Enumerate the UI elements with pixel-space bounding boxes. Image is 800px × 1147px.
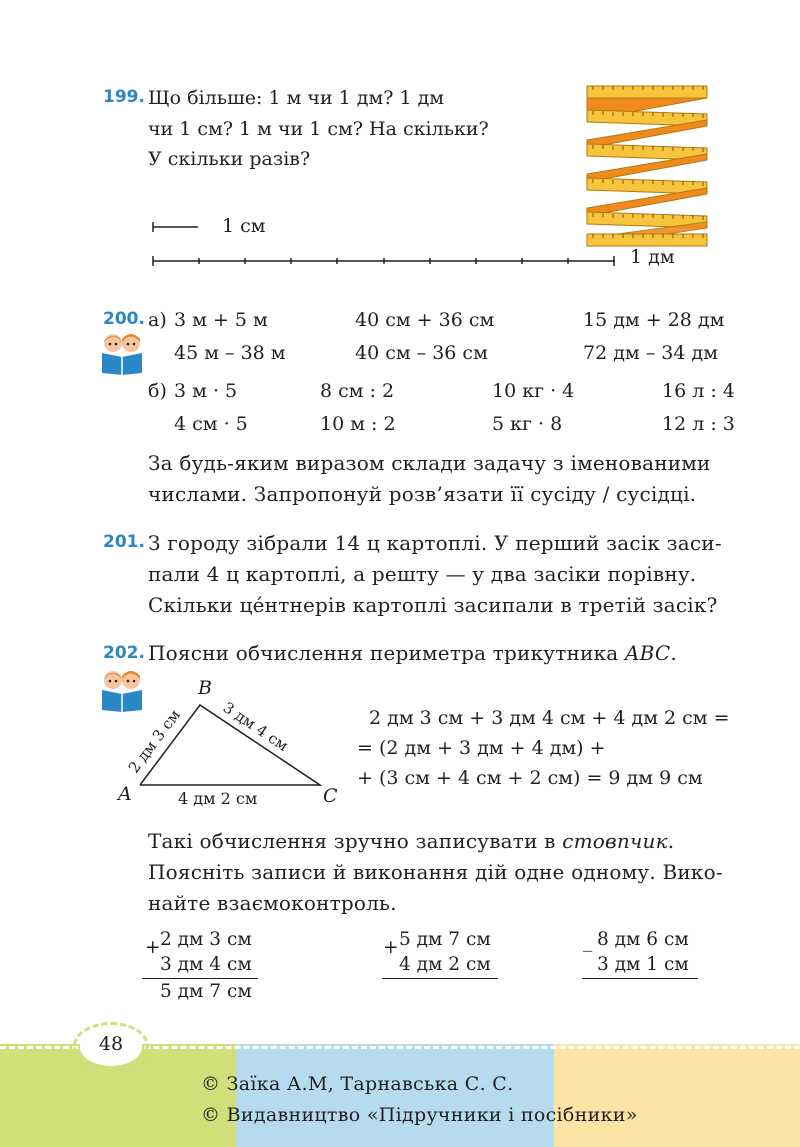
column-text-line-1: Такі обчислення зручно записувати в стовпчик.: [148, 829, 675, 853]
one-dm-ruler: [150, 252, 620, 270]
problem-200-a-label: а): [148, 309, 167, 331]
column-word: стовпчик: [562, 829, 668, 853]
perimeter-eq-line-3: + (3 см + 4 см + 2 см) = 9 дм 9 см: [357, 767, 703, 789]
side-bc-label: 3 дм 4 см: [219, 698, 292, 755]
expr-b-1-3: 10 кг · 4: [492, 380, 575, 402]
problem-200-task-line-2: числами. Запропонуй розв’язати її сусіду / сусідці.: [148, 482, 697, 506]
problem-201-number: 201.: [103, 532, 145, 552]
col1-result: 5 дм 7 см: [160, 981, 252, 1002]
problem-202-intro: Поясни обчислення периметра трикутника ABC.: [148, 641, 677, 665]
vertex-c-label: C: [323, 785, 338, 807]
problem-199-number: 199.: [103, 87, 145, 107]
perimeter-eq-line-2: = (2 дм + 3 дм + 4 дм) +: [357, 737, 606, 759]
problem-202-number: 202.: [103, 643, 145, 663]
col2-bottom: 4 дм 2 см: [399, 954, 491, 975]
footer-copyright-publisher: © Видавництво «Підручники і посібники»: [201, 1104, 638, 1126]
column-text-line-2: Поясніть записи й виконання дій одне одному. Вико-: [148, 860, 723, 884]
expr-b-1-1: 3 м · 5: [174, 380, 238, 402]
problem-200-b-label: б): [148, 380, 167, 402]
problem-199-line-1: Що більше: 1 м чи 1 дм? 1 дм: [148, 87, 445, 109]
triangle-name: ABC: [624, 641, 671, 665]
problem-199-line-2: чи 1 см? 1 м чи 1 см? На скільки?: [148, 118, 489, 140]
side-ab-label: 2 дм 3 см: [124, 706, 184, 777]
one-dm-label: 1 дм: [630, 246, 675, 268]
expr-a-2-1: 45 м – 38 м: [174, 342, 286, 364]
col3-top: 8 дм 6 см: [597, 929, 689, 950]
column-text-line-3: найте взаємоконтроль.: [148, 891, 397, 915]
col1-rule: [142, 978, 258, 979]
footer-copyright-authors: © Заїка А.М, Тарнавська С. С.: [201, 1073, 514, 1095]
problem-201-line-2: пали 4 ц картоплі, а решту — у два засіки порівну.: [148, 562, 697, 586]
col1-bottom: 3 дм 4 см: [160, 954, 252, 975]
expr-b-1-4: 16 л : 4: [662, 380, 735, 402]
problem-201-line-1: З городу зібрали 14 ц картоплі. У перший засік заси-: [148, 531, 722, 555]
col1-top: 2 дм 3 см: [160, 929, 252, 950]
col2-top: 5 дм 7 см: [399, 929, 491, 950]
expr-a-1-2: 40 см + 36 см: [355, 309, 495, 331]
expr-a-1-3: 15 дм + 28 дм: [583, 309, 725, 331]
expr-b-2-1: 4 см · 5: [174, 413, 248, 435]
one-cm-segment: [150, 220, 202, 234]
expr-b-2-3: 5 кг · 8: [492, 413, 563, 435]
col2-sign: +: [383, 937, 399, 958]
problem-201-line-3: Скільки це́нтнерів картоплі засипали в третій засік?: [148, 593, 718, 617]
triangle-abc: [110, 670, 350, 815]
col1-sign: +: [145, 937, 161, 958]
expr-a-1-1: 3 м + 5 м: [174, 309, 268, 331]
col3-bottom: 3 дм 1 см: [597, 954, 689, 975]
kids-reading-icon: [99, 331, 145, 375]
expr-b-2-2: 10 м : 2: [320, 413, 396, 435]
problem-200-task-line-1: За будь-яким виразом склади задачу з іменованими: [148, 451, 711, 475]
expr-a-2-3: 72 дм – 34 дм: [583, 342, 718, 364]
col2-rule: [382, 978, 498, 979]
problem-200-number: 200.: [103, 309, 145, 329]
footer-band-blue: [236, 1044, 554, 1147]
side-ac-label: 4 дм 2 см: [178, 789, 258, 808]
col3-rule: [582, 978, 698, 979]
expr-b-2-4: 12 л : 3: [662, 413, 735, 435]
col3-sign: _: [583, 931, 593, 952]
tape-measure-illustration: [583, 82, 711, 250]
page-number: 48: [98, 1033, 124, 1055]
one-cm-label: 1 см: [222, 215, 266, 237]
footer-band-yellow: [554, 1044, 800, 1147]
vertex-b-label: B: [198, 677, 212, 699]
vertex-a-label: A: [118, 783, 132, 805]
expr-b-1-2: 8 см : 2: [320, 380, 395, 402]
problem-199-line-3: У скільки разів?: [148, 148, 311, 170]
expr-a-2-2: 40 см – 36 см: [355, 342, 488, 364]
perimeter-eq-line-1: 2 дм 3 см + 3 дм 4 см + 4 дм 2 см =: [369, 707, 730, 729]
